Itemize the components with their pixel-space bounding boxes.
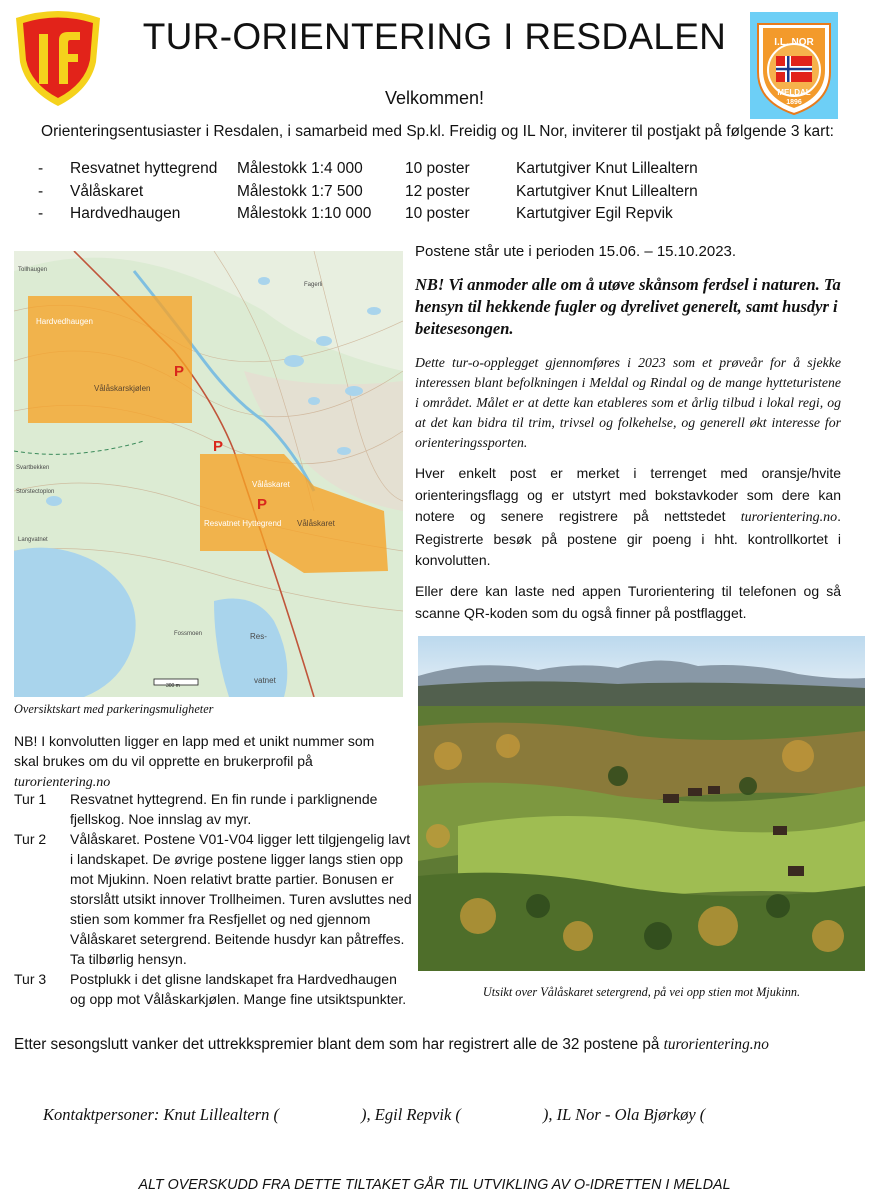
- website-link[interactable]: turorientering.no: [14, 775, 111, 790]
- paragraph-text: . Registrerte besøk på postene gir poeng i hht. kontrollkortet i konvolutten.: [415, 508, 841, 568]
- map-publisher: Kartutgiver Knut Lillealtern: [516, 182, 698, 200]
- lake-label: Res-: [250, 632, 267, 641]
- map-name: Resvatnet hyttegrend: [70, 160, 218, 177]
- paragraph-text: Hver enkelt post er merket i terrenget med oransje/hvite orienteringsflagg og er utstyrt med bokstavkoder som dere kan notere og senere registrere på nettstedet: [415, 465, 841, 524]
- prize-text: [14, 1036, 769, 1054]
- map-graphic: [14, 251, 403, 697]
- map-scale: Målestokk 1:4 000: [237, 160, 363, 177]
- tour-description: Vålåskaret. Postene V01-V04 ligger lett tilgjengelig lavt i landskapet. De øvrige postene ligger langs stien opp mot Mjukinn. Noen relativt bratte partier. Bonusen er storslått utsikt innover Trollheimen. Turen avsluttes ned stien som kommer fra Resfjellet og ned gjennom Vålåskaret setergrend. Beitende husdyr kan påtreffes. Ta tilbørlig hensyn.: [70, 831, 412, 967]
- website-link[interactable]: turorientering.no: [663, 1036, 769, 1053]
- place-label: Langvatnet: [18, 537, 48, 543]
- map-posts: 10 poster: [405, 205, 470, 222]
- map-scale: Målestokk 1:7 500: [237, 182, 363, 200]
- period-text: Postene står ute i perioden 15.06. – 15.10.2023.: [415, 243, 737, 260]
- app-paragraph: Eller dere kan laste ned appen Turorientering til telefonen og så scanne QR-koden som du også finner på postflagget.: [415, 583, 841, 621]
- post-info-paragraph: [415, 463, 841, 572]
- parking-marker: P: [257, 496, 268, 513]
- tour-item: [14, 789, 414, 829]
- map-publisher: Kartutgiver Knut Lillealtern: [516, 160, 698, 177]
- place-label: Svartbekken: [16, 465, 50, 471]
- photo-caption: Utsikt over Vålåskaret setergrend, på vei opp stien mot Mjukinn.: [482, 985, 801, 999]
- tour-description: Resvatnet hyttegrend. En fin runde i parklignende fjellskog. Noe innslag av myr.: [70, 791, 378, 827]
- landscape-photo: [418, 636, 865, 971]
- map-scale: Målestokk 1:10 000: [237, 205, 372, 222]
- map-name: Hardvedhaugen: [70, 205, 181, 222]
- prize-sentence: Etter sesongslutt vanker det uttrekkspremier blant dem som har registrert alle de 32 postene på: [14, 1036, 664, 1053]
- overview-map: [14, 251, 403, 697]
- map-posts: 10 poster: [405, 160, 470, 177]
- nb-notice: NB! Vi anmoder alle om å utøve skånsom ferdsel i naturen. Ta hensyn til hekkende fugler og dyrelivet generelt, samt husdyr i beitesesongen.: [415, 275, 841, 338]
- logo-right-year: 1896: [786, 99, 802, 106]
- intro-paragraph: Dette tur-o-opplegget gjennomføres i 2023 som et prøveår for å sjekke interessen blant befolkningen i Meldal og Rindal og de mange hytteturistene i området. Målet er at dette kan etableres som et årlig tilbud i lokal regi, og at det kan bidra til trim, trivsel og folkehelse, og generell økt interesse for orienteringssporten.: [415, 355, 841, 450]
- bullet: -: [38, 205, 44, 222]
- notice-text: NB! I konvolutten ligger en lapp med et unikt nummer som skal brukes om du vil opprette en brukerprofil på: [14, 733, 375, 769]
- place-label: Tollhaugen: [18, 267, 48, 273]
- tour-description: Postplukk i det glisne landskapet fra Hardvedhaugen og opp mot Vålåskarkjølen. Mange fine utsiktspunkter.: [70, 971, 407, 1007]
- area-label: Resvatnet Hyttegrend: [204, 519, 282, 528]
- map-name: Vålåskaret: [70, 182, 144, 200]
- logo-right-sub: MELDAL: [777, 88, 811, 97]
- bullet: -: [38, 182, 44, 200]
- contact-line: [43, 1105, 705, 1125]
- contact-text: Kontaktpersoner: Knut Lillealtern (: [43, 1105, 280, 1124]
- tour-item: [14, 969, 414, 1009]
- logo-right-text: I.L. NOR: [774, 37, 814, 48]
- place-label: Fossmoen: [174, 631, 203, 637]
- envelope-notice: [14, 731, 394, 793]
- tour-label: Tur 1: [14, 791, 47, 807]
- area-label: Vålåskarskjølen: [94, 384, 151, 393]
- page-title: TUR-ORIENTERING I RESDALEN: [142, 16, 727, 57]
- area-label: Hardvedhaugen: [36, 317, 93, 326]
- lake-label: vatnet: [254, 676, 276, 685]
- area-label: Vålåskaret: [297, 519, 335, 528]
- footer-text: ALT OVERSKUDD FRA DETTE TILTAKET GÅR TIL UTVIKLING AV O-IDRETTEN I MELDAL: [138, 1177, 731, 1193]
- welcome-text: Velkommen!: [384, 88, 485, 108]
- bullet: -: [38, 160, 44, 177]
- place-label: Storstectoplon: [16, 489, 55, 495]
- tour-label: Tur 2: [14, 831, 47, 847]
- tour-label: Tur 3: [14, 971, 47, 987]
- intro-text: Orienteringsentusiaster i Resdalen, i samarbeid med Sp.kl. Freidig og IL Nor, inviterer til postjakt på følgende 3 kart:: [41, 123, 834, 140]
- map-caption: Oversiktskart med parkeringsmuligheter: [14, 702, 214, 716]
- map-posts: 12 poster: [405, 182, 470, 200]
- area-label: Vålåskaret: [252, 480, 290, 489]
- contact-text: ), Egil Repvik (: [361, 1105, 461, 1124]
- scale-label: 300 m: [166, 683, 180, 689]
- website-link[interactable]: turorientering.no: [740, 510, 838, 525]
- contact-text: ), IL Nor - Ola Bjørkøy (: [542, 1105, 706, 1124]
- map-publisher: Kartutgiver Egil Repvik: [516, 205, 673, 222]
- tour-list: [14, 789, 414, 1009]
- place-label: Fagerli: [304, 282, 323, 288]
- tour-item: [14, 829, 414, 969]
- parking-marker: P: [174, 363, 185, 380]
- parking-marker: P: [213, 438, 224, 455]
